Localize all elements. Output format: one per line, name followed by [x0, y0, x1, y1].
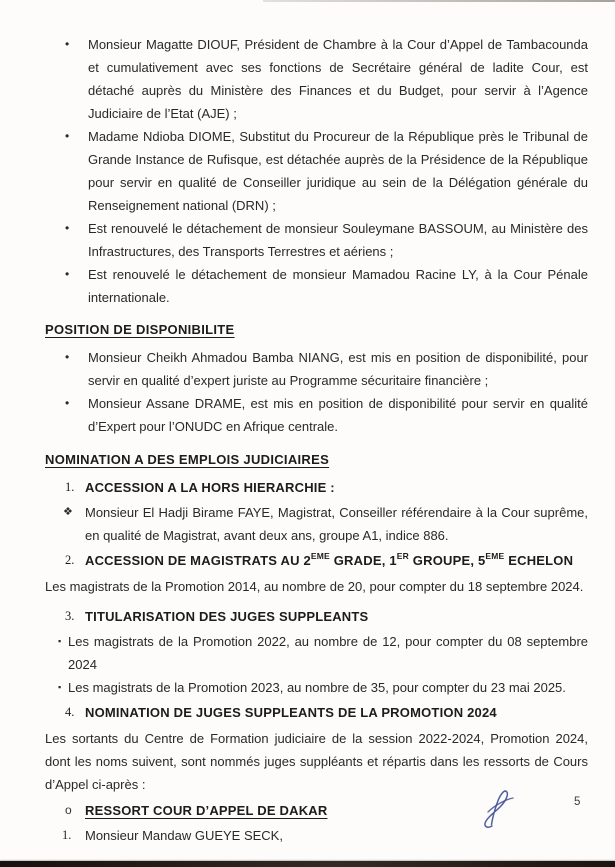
- bullet-icon: •: [65, 129, 70, 143]
- title-part: ACCESSION DE MAGISTRATS AU 2: [85, 553, 311, 568]
- list-item-text: Les magistrats de la Promotion 2023, au nombre de 35, pour compter du 23 mai 2025.: [68, 680, 566, 695]
- list-item: [45, 33, 588, 125]
- signature-paraph-icon: [479, 787, 521, 831]
- title-part: GROUPE, 5: [408, 553, 486, 568]
- subsection-number: 1.: [65, 480, 75, 494]
- page-number: 5: [574, 796, 581, 808]
- item-number: 1.: [62, 828, 72, 842]
- list-item-text: Monsieur Assane DRAME, est mis en position de disponibilité pour servir en qualité d’Expert pour l’ONUDC en Afrique centrale.: [88, 396, 588, 434]
- title-part: GRADE, 1: [329, 553, 397, 568]
- bullet-icon: •: [65, 37, 70, 51]
- ressort-title: RESSORT COUR D’APPEL DE DAKAR: [85, 803, 328, 818]
- detachement-list: [45, 33, 588, 309]
- list-item-text: Est renouvelé le détachement de monsieur Mamadou Racine LY, à la Cour Pénale internationale.: [88, 267, 588, 305]
- title-part: ECHELON: [504, 553, 574, 568]
- session-paragraph: Les sortants du Centre de Formation judiciaire de la session 2022-2024, Promotion 2024, dont les noms suivent, sont nommés juges suppléants et répartis dans les ressorts de Cours d’Appel ci-après :: [45, 731, 588, 792]
- list-item-text: Monsieur Magatte DIOUF, Président de Chambre à la Cour d’Appel de Tambacounda et cumulativement avec ses fonctions de Secrétaire général de ladite Cour, est détaché auprès du Ministère des Finances et du Budget, pour servir à l’Agence Judiciaire de l’Etat (AJE) ;: [88, 37, 588, 121]
- diamond-bullet-icon: ❖: [63, 506, 73, 518]
- list-item: [45, 392, 588, 438]
- list-item-text: Madame Ndioba DIOME, Substitut du Procureur de la République près le Tribunal de Grande Instance de Rufisque, est détachée auprès de la Présidence de la République pour servir en qualité de Conseiller juridique au sein de la Délégation générale du Renseignement national (DRN) ;: [88, 129, 588, 213]
- list-item: [45, 217, 588, 263]
- bullet-icon: •: [65, 267, 70, 281]
- list-item-text: Est renouvelé le détachement de monsieur Souleymane BASSOUM, au Ministère des Infrastructures, des Transports Terrestres et aériens ;: [88, 221, 588, 259]
- list-item: [45, 125, 588, 217]
- list-item: [45, 630, 588, 676]
- subsection-3-heading: [45, 605, 588, 628]
- subsection-title: ACCESSION A LA HORS HIERARCHIE :: [85, 480, 335, 495]
- list-item-text: Monsieur Mandaw GUEYE SECK,: [85, 828, 283, 843]
- subsection-1-heading: [45, 476, 588, 499]
- list-item-text: Les magistrats de la Promotion 2022, au nombre de 12, pour compter du 08 septembre 2024: [68, 634, 588, 672]
- title-superscript: EME: [485, 551, 505, 561]
- subsection-number: 3.: [65, 609, 75, 623]
- heading-nomination-emplois: NOMINATION A DES EMPLOIS JUDICIAIRES: [45, 452, 330, 467]
- bullet-icon: •: [65, 350, 70, 364]
- titularisation-list: [45, 630, 588, 699]
- accession-item: [45, 501, 588, 547]
- subsection-4-heading: [45, 701, 588, 724]
- subsection-number: 4.: [65, 705, 75, 719]
- list-item: [45, 346, 588, 392]
- disponibilite-list: [45, 346, 588, 438]
- list-item-text: Monsieur Cheikh Ahmadou Bamba NIANG, est mis en position de disponibilité, pour servir en qualité d’expert juriste au Programme sécuritaire financière ;: [88, 350, 588, 388]
- subsection-title: NOMINATION DE JUGES SUPPLEANTS DE LA PROMOTION 2024: [85, 705, 497, 720]
- circle-bullet-icon: o: [65, 803, 72, 817]
- subsection-title: TITULARISATION DES JUGES SUPPLEANTS: [85, 609, 369, 624]
- square-bullet-icon: ▪: [58, 682, 62, 692]
- title-superscript: ER: [396, 551, 409, 561]
- subsection-number: 2.: [65, 553, 75, 567]
- list-item-text: Monsieur El Hadji Birame FAYE, Magistrat, Conseiller référendaire à la Cour suprême, en qualité de Magistrat, avant deux ans, groupe A1, indice 886.: [85, 505, 588, 543]
- scan-bottom-edge: [0, 861, 615, 867]
- title-superscript: EME: [310, 551, 330, 561]
- subsection-title: [85, 549, 573, 572]
- bullet-icon: •: [65, 221, 70, 235]
- square-bullet-icon: ▪: [58, 636, 62, 646]
- promotion-2014-paragraph: Les magistrats de la Promotion 2014, au nombre de 20, pour compter du 18 septembre 2024.: [45, 579, 584, 594]
- subsection-2-heading: [45, 549, 588, 572]
- list-item: [45, 263, 588, 309]
- heading-position-disponibilite: POSITION DE DISPONIBILITE: [45, 322, 235, 337]
- list-item: [45, 676, 588, 699]
- bullet-icon: •: [65, 396, 70, 410]
